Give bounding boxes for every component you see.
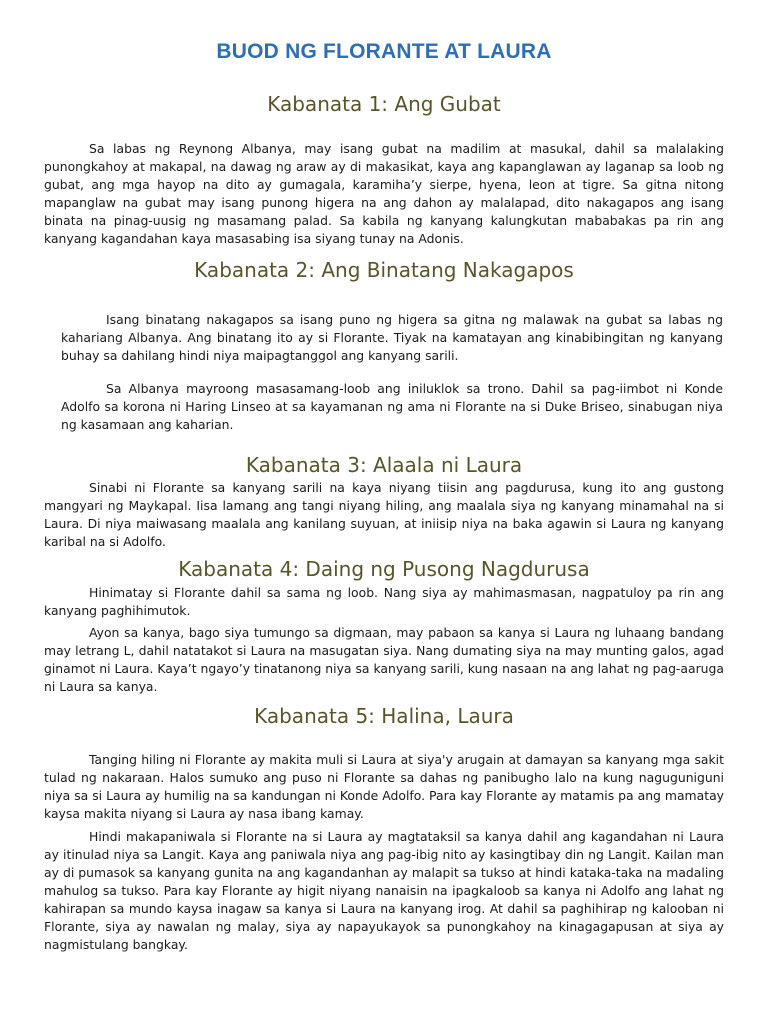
chapter-1-paragraph-1: Sa labas ng Reynong Albanya, may isang gubat na madilim at masukal, dahil sa malalaking punongkahoy at makapal, na dawag ng araw ay di makasikat, kaya ang kapanglawan ay laganap sa loob ng gubat, ang mga hayop na dito ay gumagala, karamiha’y sierpe, hyena, leon at tigre. Sa gitna nitong mapanglaw na gubat may isang punong higera na ang dahon ay malalapad, dito nakagapos ang isang binata na pinag-uusig ng masamang palad. Sa kabila ng kanyang kalungkutan mababakas pa rin ang kanyang kagandahan kaya masasabing isa siyang tunay na Adonis. xyxy=(44,141,724,246)
chapter-4-paragraph-2: Ayon sa kanya, bago siya tumungo sa digmaan, may pabaon sa kanya si Laura ng luhaang bandang may letrang L, dahil natatakot si Laura na masugatan siya. Nang dumating siya na may munting galos, agad ginamot ni Laura. Kaya’t ngayo’y tinatanong niya sa kanyang sarili, kung nasaan na ang lahat ng pag-aaruga ni Laura sa kanya. xyxy=(44,625,724,694)
chapter-4-heading: Kabanata 4: Daing ng Pusong Nagdurusa xyxy=(178,557,590,581)
chapter-1-heading: Kabanata 1: Ang Gubat xyxy=(267,92,501,116)
chapter-3-paragraph-1: Sinabi ni Florante sa kanyang sarili na kaya niyang tiisin ang pagdurusa, kung ito ang gustong mangyari ng Maykapal. Iisa lamang ang tangi niyang hiling, ang maalala siya ng kanyang minamahal na si Laura. Di niya maiwasang maalala ang kanilang suyuan, at iniisip niya na baka agawin si Laura ng kanyang karibal na si Adolfo. xyxy=(44,480,724,549)
chapter-5-heading: Kabanata 5: Halina, Laura xyxy=(254,704,514,728)
chapter-5-paragraph-1: Tanging hiling ni Florante ay makita muli si Laura at siya'y arugain at damayan sa kanyang mga sakit tulad ng nakaraan. Halos sumuko ang puso ni Florante sa dahas ng panibugho lalo na kung naguguniguni niya sa si Laura ay humilig na sa kandungan ni Konde Adolfo. Para kay Florante ay matamis pa ang mamatay kaysa makita niyang si Laura ay nasa ibang kamay. xyxy=(44,752,724,821)
chapter-5-paragraph-2: Hindi makapaniwala si Florante na si Laura ay magtataksil sa kanya dahil ang kagandahan ni Laura ay itinulad niya sa Langit. Kaya ang paniwala niya ang pag-ibig nito ay kasingtibay din ng Langit. Kailan man ay di pumasok sa kanyang gunita na ang kagandanhan ay malapit sa tukso at hindi kataka-taka na madaling mahulog sa tukso. Para kay Florante ay higit niyang nanaisin na ipagkaloob sa kanya ni Adolfo ang lahat ng kahirapan sa mundo kaysa inagaw sa kanya si Laura na kanyang irog. At dahil sa paghihirap ng kalooban ni Florante, siya ay nawalan ng malay, siya ay napayukayok sa punongkahoy na kinagagapusan at siya ay nagmistulang bangkay. xyxy=(44,829,724,952)
chapter-4-paragraph-1: Hinimatay si Florante dahil sa sama ng loob. Nang siya ay mahimasmasan, nagpatuloy pa rin ang kanyang paghihimutok. xyxy=(44,585,724,618)
chapter-2-heading: Kabanata 2: Ang Binatang Nakagapos xyxy=(194,258,574,282)
chapter-2-paragraph-1: Isang binatang nakagapos sa isang puno ng higera sa gitna ng malawak na gubat sa labas ng kahariang Albanya. Ang binatang ito ay si Florante. Tiyak na kamatayan ang kinabibingitan ng kanyang buhay sa dahilang hindi niya maipagtanggol ang kanyang sarili. xyxy=(61,312,723,363)
document-title: BUOD NG FLORANTE AT LAURA xyxy=(216,40,552,63)
chapter-3-heading: Kabanata 3: Alaala ni Laura xyxy=(245,453,523,477)
chapter-2-paragraph-2: Sa Albanya mayroong masasamang-loob ang iniluklok sa trono. Dahil sa pag-iimbot ni Konde Adolfo sa korona ni Haring Linseo at sa kayamanan ng ama ni Florante na si Duke Briseo, sinabugan niya ng kasamaan ang kaharian. xyxy=(61,381,723,432)
